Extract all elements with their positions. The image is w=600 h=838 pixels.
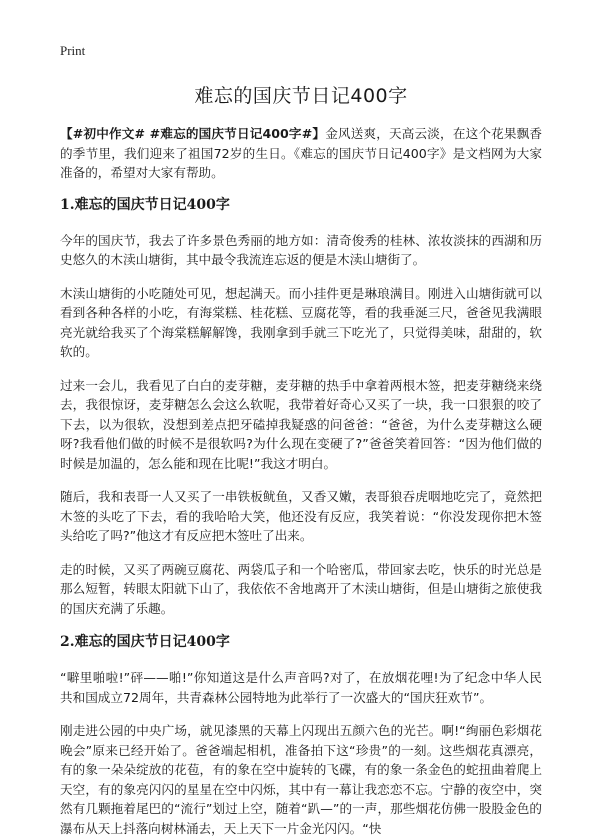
intro-tags: 【#初中作文# #难忘的国庆节日记400字#】: [60, 126, 326, 141]
intro-text: 金风送爽，天高云淡，在这个花果飘香的季节里，我们迎来了祖国72岁的生日。《难忘的国庆节日记400字》是文档网为大家准备的，希望对大家有帮助。: [60, 126, 542, 180]
intro-paragraph: [60, 124, 542, 183]
paragraph: 随后，我和表哥一人又买了一串铁板鱿鱼，又香又嫩，表哥狼吞虎咽地吃完了，竟然把木签的头吃了下去，看的我哈哈大笑，他还没有反应，我笑着说：“你没发现你把木签头给吃了吗?”他这才有反应把木签吐了出来。: [60, 489, 542, 543]
paragraph: 刚走进公园的中央广场，就见漆黑的天幕上闪现出五颜六色的光芒。啊!“绚丽色彩烟花晚会”原来已经开始了。爸爸端起相机，准备拍下这“珍贵”的一刻。这些烟花真漂亮，有的象一朵朵绽放的花苞，有的象在空中旋转的飞碟，有的象一条金色的蛇扭曲着爬上天空，有的象亮闪闪的星星在空中闪烁，其中有一幕让我恋恋不忘。宁静的夜空中，突然有几颗拖着尾巴的“流行”划过上空，随着“趴—”的一声，那些烟花仿佛一股股金色的瀑布从天上抖落向树林涌去，天上天下一片金光闪闪。“快: [60, 723, 542, 836]
page-title: 难忘的国庆节日记400字: [194, 85, 408, 107]
paragraph: 木渎山塘街的小吃随处可见，想起满天。而小挂件更是琳琅满目。刚进入山塘街就可以看到各种各样的小吃，有海棠糕、桂花糕、豆腐花等，看的我垂涎三尺，爸爸见我满眼亮光就给我买了个海棠糕解解馋，我刚拿到手就三下吃光了，只觉得美味，甜甜的，软软的。: [60, 285, 542, 359]
paragraph: 走的时候，又买了两碗豆腐花、两袋瓜子和一个哈密瓜，带回家去吃，快乐的时光总是那么短暂，转眼太阳就下山了，我依依不舍地离开了木渎山塘街，但是山塘街之旅使我的国庆充满了乐趣。: [60, 561, 542, 616]
section-heading-2: 2.难忘的国庆节日记400字: [60, 634, 230, 650]
print-label: Print: [60, 43, 86, 58]
paragraph: 过来一会儿，我看见了白白的麦芽糖，麦芽糖的热手中拿着两根木签，把麦芽糖绕来绕去，我很惊讶，麦芽糖怎么会这么软呢，我带着好奇心又买了一块，我一口狠狠的咬了下去，以为很软，没想到差点把牙磕掉我疑惑的问爸爸：“爸爸，为什么麦芽糖这么硬呀?我看他们做的时候不是很软吗?为什么现在变硬了?”爸爸笑着回答：“因为他们做的时候是加温的，怎么能和现在比呢!”我这才明白。: [60, 377, 542, 471]
paragraph: “噼里啪啦!”砰——啪!”你知道这是什么声音吗?对了，在放烟花哩!为了纪念中华人民共和国成立72周年，共青森林公园特地为此举行了一次盛大的“国庆狂欢节”。: [60, 670, 542, 705]
section-heading-1: 1.难忘的国庆节日记400字: [60, 196, 230, 213]
paragraph: 今年的国庆节，我去了许多景色秀丽的地方如：清奇俊秀的桂林、浓妆淡抹的西湖和历史悠久的木渎山塘街，其中最令我流连忘返的便是木渎山塘街了。: [60, 232, 542, 267]
